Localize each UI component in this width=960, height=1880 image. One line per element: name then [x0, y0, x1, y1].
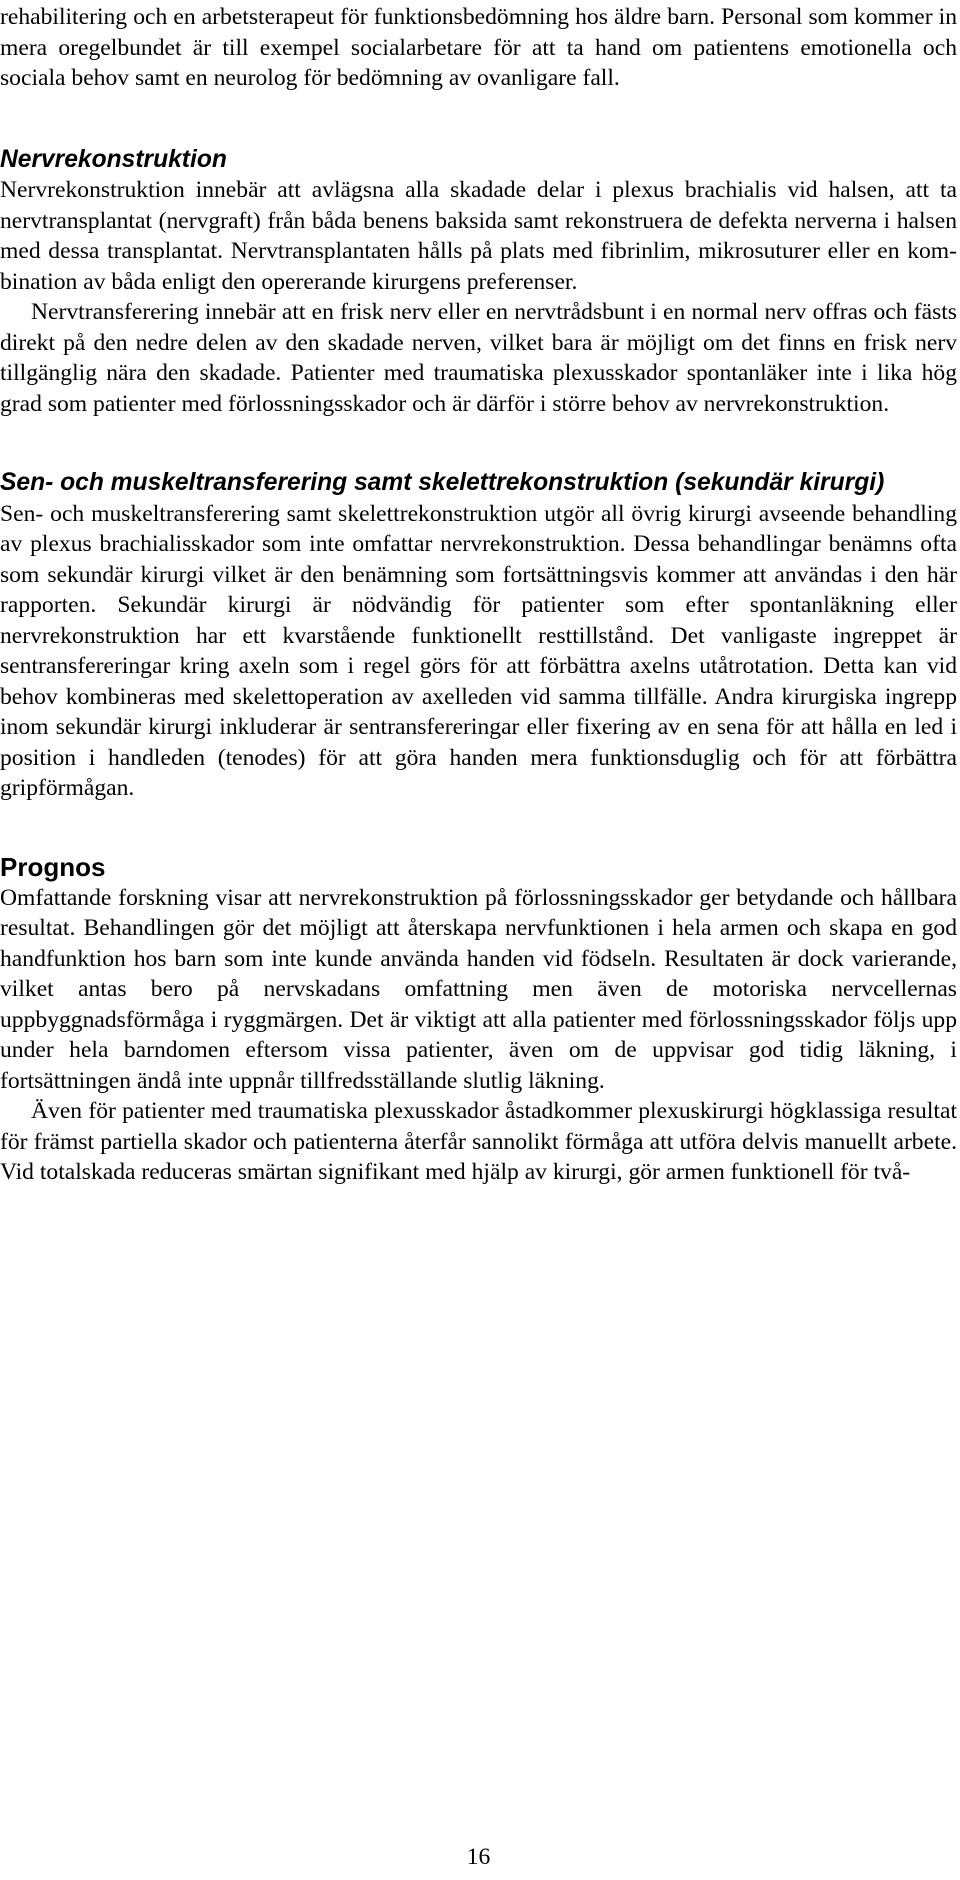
body-paragraph: Även för patienter med traumatiska plexusskador åstadkommer plexuskirurgi högklassiga resultat för främst partiella skador och patienterna återfår sannolikt förmåga att utföra delvis manuellt arbete. Vid totalskada reduceras smärtan signifikant med hjälp av kirurgi, gör armen funktionell för två- — [0, 1098, 957, 1185]
page-number: 16 — [466, 1844, 491, 1870]
body-paragraph: Sen- och muskeltransferering samt skelettrekonstruktion utgör all övrig kirurgi avseende behandling av plexus brachialisskador som inte omfattar nervrekonstruktion. Dessa behandlingar benämns ofta som sekundär kirurgi vilket är den benämning som fortsättningsvis kommer att användas i den här rapporten. Sekundär kirurgi är nödvändig för patienter som efter spontanläkning eller nervrekonstruktion har ett kvarstående funktionellt resttillstånd. Det vanligaste ingreppet är sentransfereringar kring axeln som i regel görs för att förbättra axelns utåtrotation. Detta kan vid behov kombineras med skelettoperation av axelleden vid samma tillfälle. Andra kirurgiska ingrepp inom sekundär kirurgi inkluderar är sentransfereringar eller fixering av en sena för att hålla en led i position i handleden (tenodes) för att göra handen mera funktionsduglig och för att förbättra gripförmågan. — [0, 500, 957, 801]
body-paragraph: Nervrekonstruktion innebär att avlägsna alla skadade delar i plexus brachialis vid halsen, att ta nervtransplantat (nervgraft) från båda benens baksida samt rekonstruera de defekta nerverna i halsen med dessa transplantat. Nervtransplantaten hålls på plats med fibrinlim, mikrosuturer eller en kombination av båda enligt den opererande kirurgens preferenser. — [0, 177, 957, 295]
section-heading-prognos: Prognos — [0, 851, 106, 882]
body-paragraph: Nervtransferering innebär att en frisk nerv eller en nervtrådsbunt i en normal nerv offras och fästs direkt på den nedre delen av den skadade nerven, vilket bara är möjligt om det finns en frisk nerv tillgänglig nära den skadade. Patienter med traumatiska plexusskador spontanläker inte i lika hög grad som patienter med förlossningsskador och är därför i större behov av nervrekonstruktion. — [0, 299, 957, 417]
page-content — [0, 2, 957, 1188]
section-heading-nervrekonstruktion: Nervrekonstruktion — [0, 145, 227, 173]
intro-paragraph: rehabilitering och en arbetsterapeut för funktionsbedömning hos äldre barn. Personal som kommer in mera oregelbundet är till exempel socialarbetare för att ta hand om patientens emotionella och sociala behov samt en neurolog för bedömning av ovanligare fall. — [0, 4, 957, 91]
section-heading-sekundar-kirurgi: Sen- och muskeltransferering samt skelettrekonstruktion (sekundär kirurgi) — [0, 469, 885, 496]
body-paragraph: Omfattande forskning visar att nervrekonstruktion på förlossningsskador ger betydande och hållbara resultat. Behandlingen gör det möjligt att återskapa nervfunktionen i hela armen och skapa en god handfunktion hos barn som inte kunde använda handen vid födseln. Resultaten är dock varierande, vilket antas bero på nervskadans omfattning men även de motoriska nervcellernas uppbyggnadsförmåga i ryggmärgen. Det är viktigt att alla patienter med förlossningsskador följs upp under hela barndomen eftersom vissa patienter, även om de uppvisar god tidig läkning, i fortsättningen ändå inte uppnår tillfredsställande slutlig läkning. — [0, 884, 957, 1094]
